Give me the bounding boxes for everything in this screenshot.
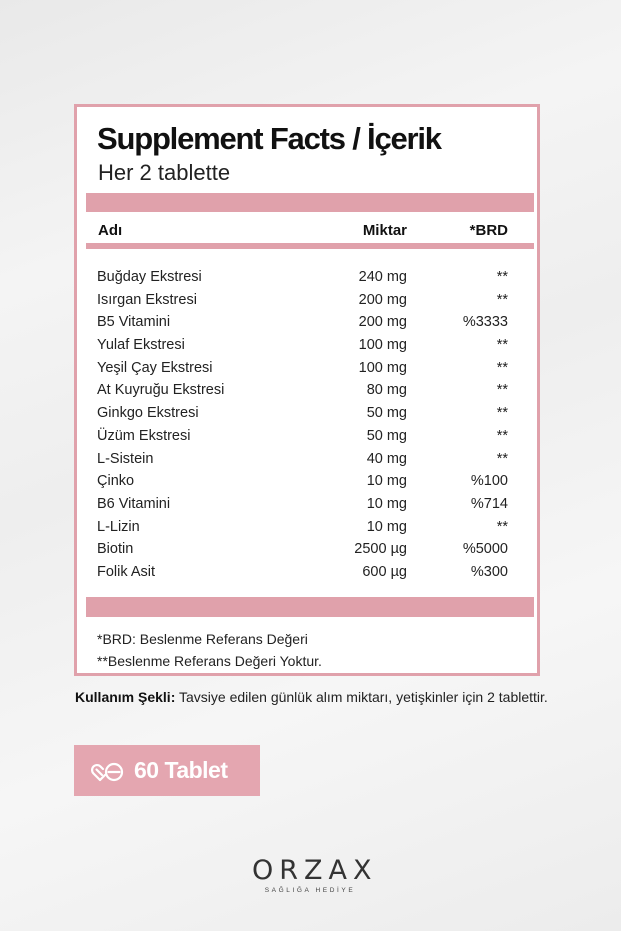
ingredient-name: B5 Vitamini: [97, 314, 171, 331]
ingredient-amount: 200 mg: [358, 291, 407, 308]
ingredient-brd: **: [496, 269, 508, 285]
ingredient-amount: 2500 µg: [354, 541, 407, 558]
ingredient-name: Üzüm Ekstresi: [97, 427, 191, 444]
tablet-count-badge: [74, 745, 260, 796]
ingredient-name: Buğday Ekstresi: [97, 269, 202, 285]
ingredient-name: L-Lizin: [97, 518, 140, 535]
table-row: [77, 337, 537, 360]
table-row: [77, 564, 537, 587]
ingredient-name: Folik Asit: [97, 563, 156, 580]
ingredient-brd: **: [496, 450, 508, 467]
table-row: [77, 269, 537, 292]
facts-subtitle: Her 2 tablette: [98, 160, 231, 185]
brand-name: ORZAX: [252, 855, 378, 886]
ingredient-amount: 240 mg: [358, 269, 407, 285]
ingredient-brd: %3333: [462, 314, 508, 331]
ingredient-amount: 100 mg: [358, 359, 407, 376]
ingredient-amount: 100 mg: [358, 337, 407, 354]
table-row: [77, 428, 537, 451]
ingredient-amount: 10 mg: [366, 518, 407, 535]
footnote-no-brd: **Beslenme Referans Değeri Yoktur.: [97, 653, 322, 669]
header-bar-top: [86, 193, 534, 212]
ingredient-brd: **: [496, 427, 508, 444]
table-row: [77, 405, 537, 428]
ingredient-brd: **: [496, 337, 508, 354]
ingredient-name: Biotin: [97, 541, 134, 558]
table-row: [77, 541, 537, 564]
ingredient-amount: 200 mg: [358, 314, 407, 331]
header-bar-divider: [86, 243, 534, 249]
ingredient-name: Isırgan Ekstresi: [97, 291, 197, 308]
ingredient-name: Yeşil Çay Ekstresi: [97, 359, 213, 376]
ingredient-amount: 50 mg: [366, 405, 407, 422]
ingredient-brd: **: [496, 405, 508, 422]
column-header-name: Adı: [98, 222, 123, 239]
footnote-brd: *BRD: Beslenme Referans Değeri: [97, 631, 308, 647]
ingredient-name: B6 Vitamini: [97, 495, 171, 512]
supplement-facts-panel: [74, 104, 540, 676]
pill-icon: [90, 757, 126, 785]
brand-logo: [246, 855, 378, 894]
table-row: [77, 382, 537, 405]
ingredient-amount: 10 mg: [366, 473, 407, 490]
ingredient-brd: %714: [470, 495, 508, 512]
footer-bar: [86, 597, 534, 617]
ingredient-brd: **: [496, 382, 508, 399]
usage-instructions: [75, 686, 555, 708]
ingredient-amount: 50 mg: [366, 427, 407, 444]
ingredient-name: L-Sistein: [97, 450, 154, 467]
footnotes: [97, 628, 322, 672]
ingredient-brd: %300: [470, 563, 508, 580]
ingredient-brd: **: [496, 291, 508, 308]
column-header-brd: *BRD: [469, 222, 508, 239]
ingredient-amount: 80 mg: [366, 382, 407, 399]
tablet-count-text: 60 Tablet: [134, 757, 228, 783]
ingredient-brd: %100: [470, 473, 508, 490]
table-row: [77, 360, 537, 383]
table-row: [77, 451, 537, 474]
ingredient-brd: **: [496, 518, 508, 535]
table-row: [77, 519, 537, 542]
ingredient-name: Yulaf Ekstresi: [97, 337, 185, 354]
ingredient-name: Çinko: [97, 473, 135, 490]
ingredient-amount: 10 mg: [366, 495, 407, 512]
table-row: [77, 496, 537, 519]
ingredient-amount: 40 mg: [366, 450, 407, 467]
facts-title: Supplement Facts / İçerik: [97, 121, 441, 156]
ingredient-name: At Kuyruğu Ekstresi: [97, 382, 225, 399]
table-row: [77, 314, 537, 337]
usage-text: Tavsiye edilen günlük alım miktarı, yetişkinler için 2 tablettir.: [175, 689, 548, 705]
ingredient-amount: 600 µg: [362, 563, 407, 580]
facts-table: [77, 269, 537, 587]
ingredient-name: Ginkgo Ekstresi: [97, 405, 199, 422]
table-row: [77, 473, 537, 496]
brand-tagline: SAĞLIĞA HEDİYE: [264, 887, 356, 894]
usage-label: Kullanım Şekli:: [75, 689, 176, 705]
column-header-amount: Miktar: [362, 222, 407, 239]
ingredient-brd: **: [496, 359, 508, 376]
ingredient-brd: %5000: [462, 541, 508, 558]
table-row: [77, 292, 537, 315]
